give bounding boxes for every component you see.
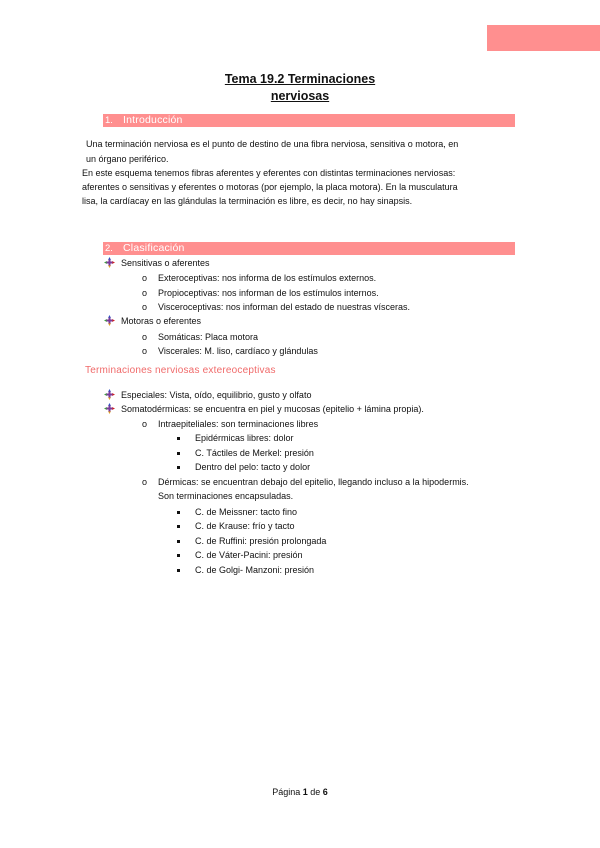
list-item-dermicas-line-2: Son terminaciones encapsuladas.	[158, 491, 294, 501]
circle-bullet-icon: o	[142, 302, 148, 312]
square-bullet-icon	[177, 540, 180, 543]
circle-bullet-icon: o	[142, 419, 148, 429]
list-item-somaticas: Somáticas: Placa motora	[158, 332, 259, 342]
list-item-ruffini: C. de Ruffini: presión prolongada	[195, 536, 327, 546]
subheading-extereoceptivas: Terminaciones nerviosas extereoceptivas	[85, 365, 276, 376]
list-item-dermicas-line-1: Dérmicas: se encuentran debajo del epitelio, llegando incluso a la hipodermis.	[158, 477, 469, 487]
list-item-meissner: C. de Meissner: tacto fino	[195, 507, 298, 517]
section-heading-introduccion	[103, 114, 515, 127]
section-number: 2.	[105, 243, 113, 254]
footer-page-word: Página	[272, 787, 301, 797]
circle-bullet-icon: o	[142, 346, 148, 356]
arrow-bullet-icon	[104, 257, 115, 268]
list-item-somatodermicas: Somatodérmicas: se encuentra en piel y mucosas (epitelio + lámina propia).	[121, 404, 424, 414]
list-item-golgi-manzoni: C. de Golgi- Manzoni: presión	[195, 565, 315, 575]
list-item-merkel: C. Táctiles de Merkel: presión	[195, 448, 314, 458]
footer-total-pages: 6	[322, 787, 328, 797]
square-bullet-icon	[177, 511, 180, 514]
square-bullet-icon	[177, 554, 180, 557]
page-footer	[0, 787, 600, 797]
header-accent-tab	[487, 25, 600, 51]
list-item-krause: C. de Krause: frío y tacto	[195, 521, 295, 531]
square-bullet-icon	[177, 466, 180, 469]
arrow-bullet-icon	[104, 389, 115, 400]
circle-bullet-icon: o	[142, 273, 148, 283]
list-item-exteroceptivas: Exteroceptivas: nos informa de los estímulos externos.	[158, 273, 377, 283]
footer-of-word: de	[310, 787, 321, 797]
intro-line-4: aferentes o sensitivas y eferentes o motoras (por ejemplo, la placa motora). En la musculatura	[82, 182, 458, 192]
intro-line-5: lisa, la cardíacay en las glándulas la terminación es libre, es decir, no hay sinapsis.	[82, 196, 413, 206]
square-bullet-icon	[177, 437, 180, 440]
arrow-bullet-icon	[104, 403, 115, 414]
list-item-sensitivas: Sensitivas o aferentes	[121, 258, 210, 268]
list-item-viscerales: Viscerales: M. liso, cardíaco y glándulas	[158, 346, 318, 356]
section-heading-clasificacion	[103, 242, 515, 255]
circle-bullet-icon: o	[142, 477, 148, 487]
section-label: Introducción	[123, 114, 183, 126]
intro-line-2: un órgano periférico.	[86, 154, 169, 164]
page-title-line-2: nerviosas	[270, 89, 330, 103]
section-number: 1.	[105, 115, 113, 126]
circle-bullet-icon: o	[142, 288, 148, 298]
square-bullet-icon	[177, 452, 180, 455]
intro-line-3: En este esquema tenemos fibras aferentes y eferentes con distintas terminaciones nerviosas:	[82, 168, 456, 178]
list-item-propioceptivas: Propioceptivas: nos informan de los estímulos internos.	[158, 288, 379, 298]
list-item-especiales: Especiales: Vista, oído, equilibrio, gusto y olfato	[121, 390, 312, 400]
list-item-pelo: Dentro del pelo: tacto y dolor	[195, 462, 311, 472]
intro-line-1: Una terminación nerviosa es el punto de destino de una fibra nerviosa, sensitiva o motora, en	[86, 139, 459, 149]
list-item-vater-pacini: C. de Váter-Pacini: presión	[195, 550, 303, 560]
list-item-intraepiteliales: Intraepiteliales: son terminaciones libres	[158, 419, 319, 429]
section-label: Clasificación	[123, 242, 185, 254]
square-bullet-icon	[177, 569, 180, 572]
list-item-motoras: Motoras o eferentes	[121, 316, 202, 326]
list-item-visceroceptivas: Visceroceptivas: nos informan del estado de nuestras vísceras.	[158, 302, 410, 312]
list-item-epidermicas: Epidérmicas libres: dolor	[195, 433, 294, 443]
circle-bullet-icon: o	[142, 332, 148, 342]
square-bullet-icon	[177, 525, 180, 528]
arrow-bullet-icon	[104, 315, 115, 326]
footer-current-page: 1	[302, 787, 308, 797]
page-title-line-1: Tema 19.2 Terminaciones	[224, 72, 376, 86]
